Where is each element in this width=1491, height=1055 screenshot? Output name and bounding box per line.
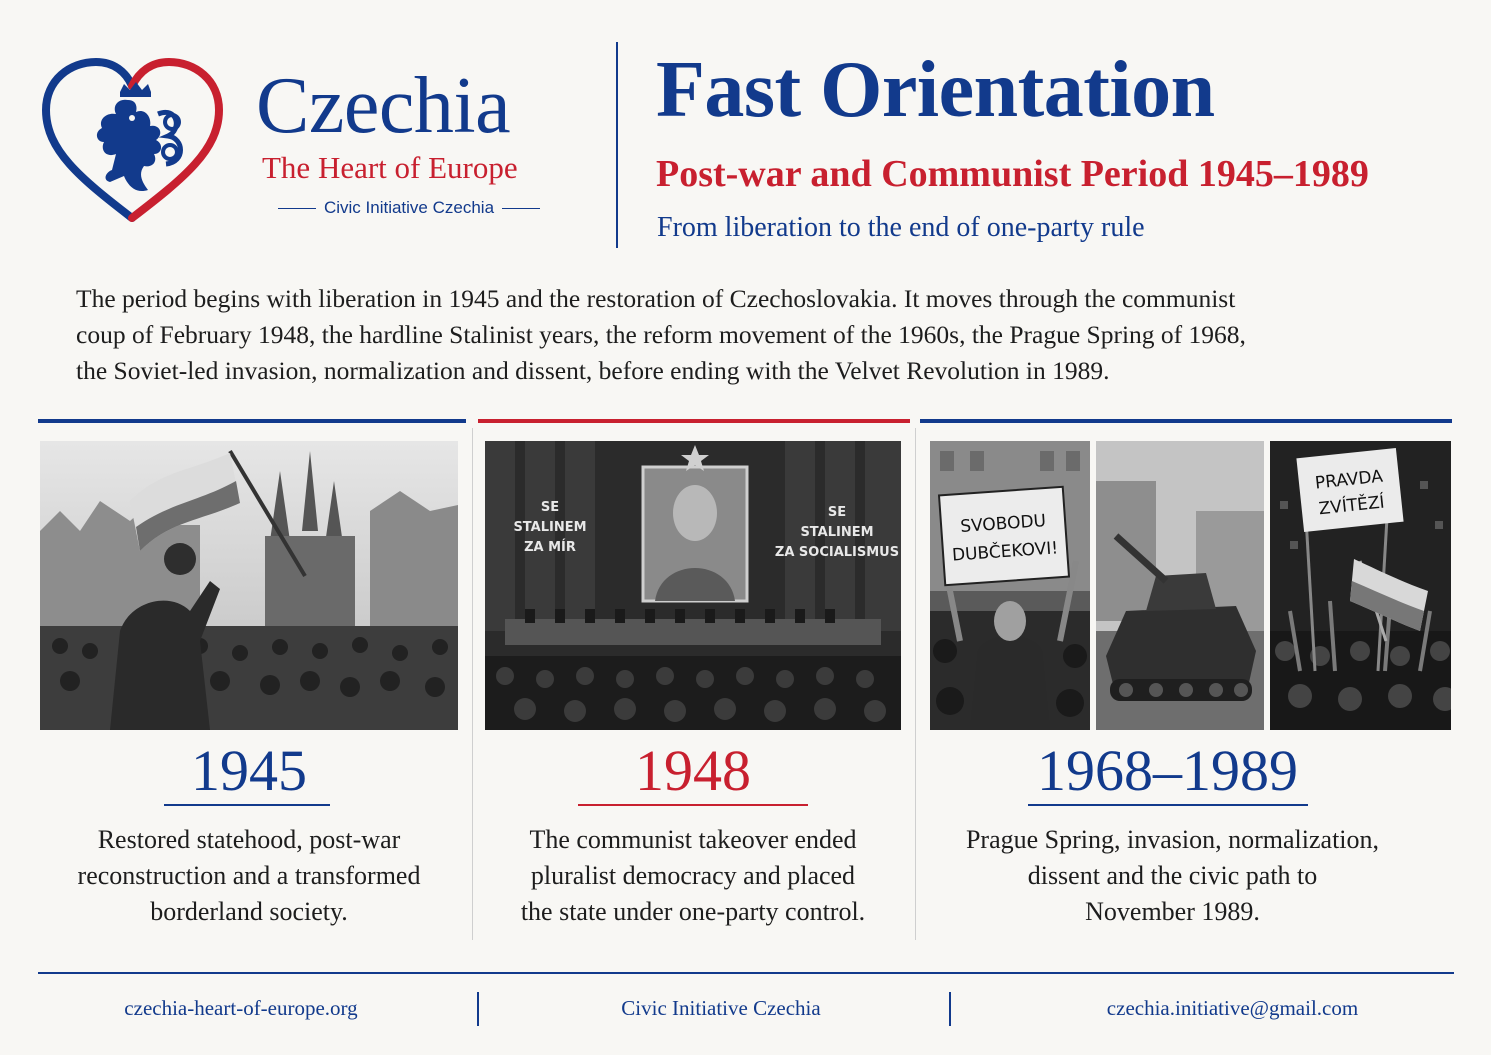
page-tagline: From liberation to the end of one-party rule (657, 212, 1145, 243)
description-1968-1989 (930, 822, 1415, 930)
photo-1968-protester (930, 441, 1090, 730)
dash-left (278, 208, 316, 209)
year-underline (1028, 804, 1308, 806)
photo-1948-congress (485, 441, 901, 730)
photo-1945-liberation (40, 441, 458, 730)
year-1945: 1945 (191, 738, 307, 803)
description-line: Restored statehood, post-war (97, 825, 401, 854)
banner-left-line: STALINEM (513, 520, 587, 535)
footer-organization: Civic Initiative Czechia (621, 996, 821, 1020)
description-1945 (40, 822, 458, 930)
page-subtitle: Post-war and Communist Period 1945–1989 (656, 153, 1369, 195)
description-line: dissent and the civic path to (1027, 861, 1318, 890)
column-separator (915, 428, 916, 940)
brand-title: Czechia (256, 62, 511, 150)
heart-lion-logo-icon (40, 58, 225, 226)
description-line: November 1989. (1085, 897, 1260, 926)
brand-subtitle: The Heart of Europe (262, 150, 518, 185)
protest-sign-line: SVOBODU (959, 511, 1047, 537)
column-separator (472, 428, 473, 940)
footer-separator (477, 992, 479, 1026)
description-line: pluralist democracy and placed (530, 861, 856, 890)
year-1968-1989: 1968–1989 (1037, 738, 1298, 803)
year-underline (164, 804, 330, 806)
description-line: Prague Spring, invasion, normalization, (965, 825, 1380, 854)
footer-website-link[interactable]: czechia-heart-of-europe.org (124, 996, 358, 1020)
page-title: Fast Orientation (656, 46, 1215, 134)
description-line: the state under one-party control. (520, 897, 866, 926)
description-line: borderland society. (150, 897, 348, 926)
brand-civic-label: Civic Initiative Czechia (323, 198, 495, 217)
footer-separator (949, 992, 951, 1026)
intro-line: coup of February 1948, the hardline Stalinist years, the reform movement of the 1960s, the Prague Spring of 1968, (76, 320, 1246, 349)
banner-right-line: SE (827, 505, 847, 520)
description-1948 (485, 822, 901, 930)
protest-banner-line: PRAVDA (1314, 466, 1384, 494)
banner-left-line: SE (540, 500, 560, 515)
footer-email-link[interactable]: czechia.initiative@gmail.com (1106, 996, 1359, 1020)
photo-1968-tank (1096, 441, 1264, 730)
banner-right-line: STALINEM (800, 525, 874, 540)
year-1948: 1948 (635, 738, 751, 803)
description-line: The communist takeover ended (529, 825, 857, 854)
brand-civic-line (258, 198, 560, 218)
banner-left-line: ZA MÍR (524, 540, 576, 555)
column-bar-1968 (920, 419, 1452, 423)
description-line: reconstruction and a transformed (77, 861, 421, 890)
year-underline (578, 804, 808, 806)
protest-banner-line: ZVÍTĚZÍ (1317, 492, 1386, 520)
header-divider (616, 42, 618, 248)
photo-1989-velvet-revolution (1270, 441, 1451, 730)
intro-line: the Soviet-led invasion, normalization and dissent, before ending with the Velvet Revolution in 1989. (76, 356, 1110, 385)
intro-paragraph (76, 281, 1416, 389)
column-bar-1948 (478, 419, 910, 423)
protest-sign-line: DUBČEKOVI! (951, 538, 1059, 566)
intro-line: The period begins with liberation in 1945 and the restoration of Czechoslovakia. It moves through the communist (76, 284, 1236, 313)
column-bar-1945 (38, 419, 466, 423)
dash-right (502, 208, 540, 209)
footer-rule (38, 972, 1454, 974)
banner-right-line: ZA SOCIALISMUS (774, 545, 900, 560)
